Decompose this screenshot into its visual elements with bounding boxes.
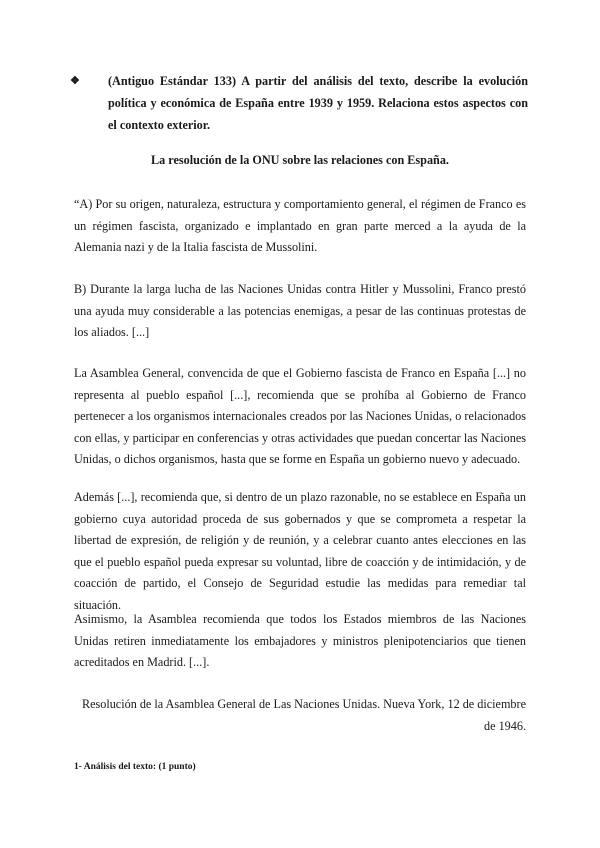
standard-item — [70, 70, 528, 136]
paragraph-ademas: Además [...], recomienda que, si dentro de un plazo razonable, no se establece en España un gobierno cuya autoridad proceda de sus gobernados y que se comprometa a respetar la libertad de expresión, de religión y de reunión, y a celebrar cuanto antes elecciones en las que el pueblo español pueda expresar su voluntad, libre de coacción y de intimidación, y de coacción de partido, el Consejo de Seguridad estudie las medidas para remediar tal situación. — [74, 490, 526, 612]
diamond-bullet-icon: ❖ — [70, 75, 80, 87]
document-title: La resolución de la ONU sobre las relaciones con España. — [151, 153, 449, 167]
paragraph-asimismo: Asimismo, la Asamblea recomienda que todos los Estados miembros de las Naciones Unidas retiren inmediatamente los embajadores y ministros plenipotenciarios que tienen acreditados en Madrid. [...]. — [74, 612, 526, 669]
paragraph-b: B) Durante la larga lucha de las Naciones Unidas contra Hitler y Mussolini, Franco prestó una ayuda muy considerable a las potencias enemigas, a pesar de las continuas protestas de los aliados. [...] — [74, 282, 526, 339]
section-heading: 1- Análisis del texto: (1 punto) — [74, 762, 196, 772]
paragraph-asamblea: La Asamblea General, convencida de que el Gobierno fascista de Franco en España [...] no representa al pueblo español [...], recomienda que se prohíba al Gobierno de Franco pertenecer a los organismos internacionales creados por las Naciones Unidas, o relacionados con ellas, y participar en conferencias y otras actividades que puedan concertar las Naciones Unidas, o dichos organismos, hasta que se forme en España un gobierno nuevo y adecuado. — [74, 366, 526, 466]
standard-text: (Antiguo Estándar 133) A partir del análisis del texto, describe la evolución política y económica de España entre 1939 y 1959. Relaciona estos aspectos con el contexto exterior. — [108, 74, 528, 132]
paragraph-a: “A) Por su origen, naturaleza, estructura y comportamiento general, el régimen de Franco es un régimen fascista, organizado e implantado en gran parte merced a la ayuda de la Alemania nazi y de la Italia fascista de Mussolini. — [74, 197, 526, 254]
source-citation: Resolución de la Asamblea General de Las Naciones Unidas. Nueva York, 12 de diciembre de 1946. — [81, 697, 526, 733]
